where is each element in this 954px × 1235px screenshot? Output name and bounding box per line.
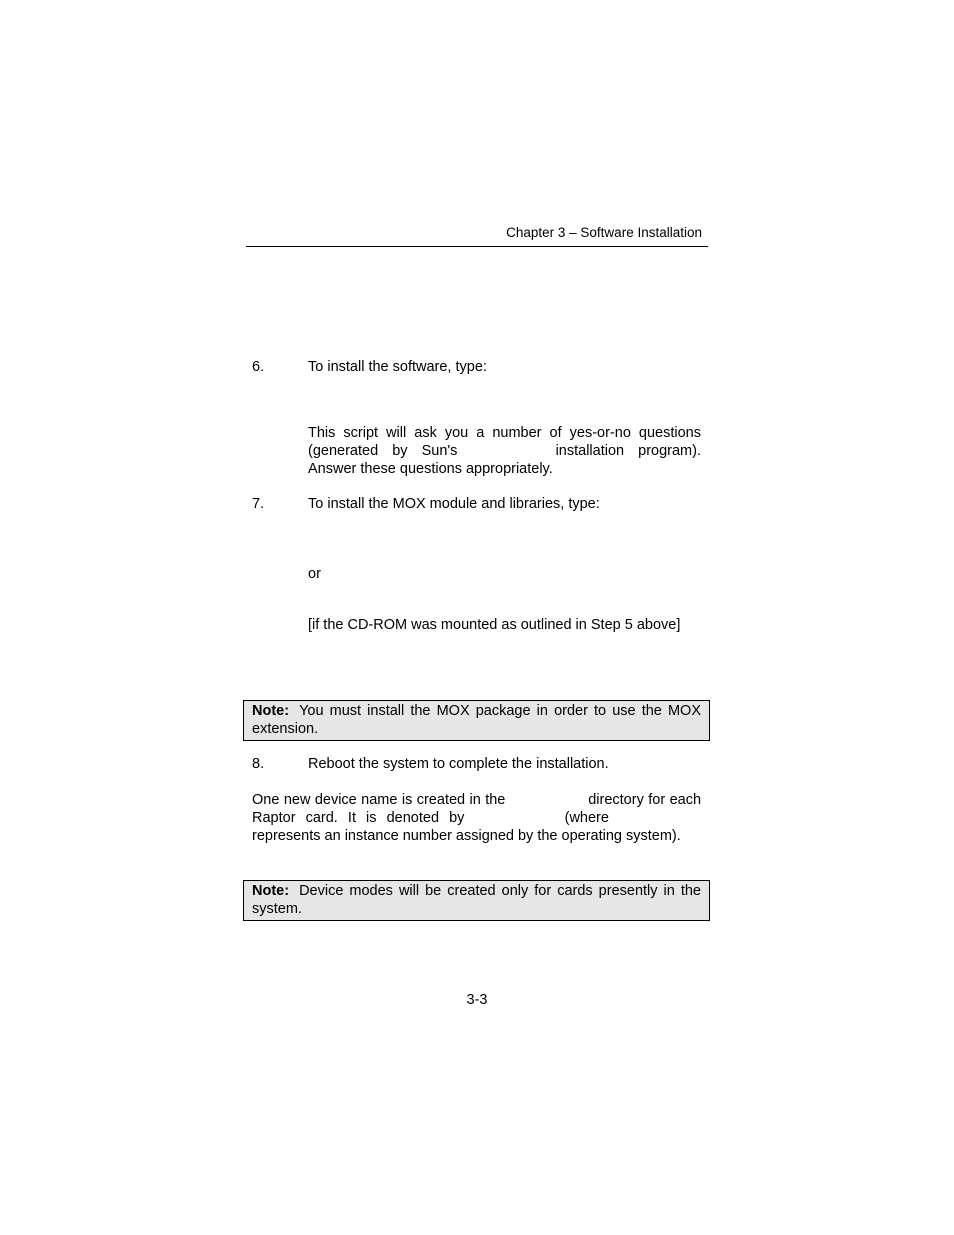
step-6-detail-part2: installation program). Answer these questions appropriately. [308, 443, 701, 477]
step-7-mount-note: [if the CD-ROM was mounted as outlined in Step 5 above] [308, 617, 681, 633]
note-box-mox [243, 700, 710, 741]
device-paragraph-part2: directory for each Raptor card. It is denoted by [252, 792, 702, 826]
step-7-number: 7. [252, 496, 265, 512]
step-7-or: or [308, 566, 321, 582]
step-8-instruction: Reboot the system to complete the installation. [308, 756, 609, 772]
note-label: Note: [252, 703, 290, 719]
step-8-number: 8. [252, 756, 265, 772]
device-paragraph-part3: (where [564, 810, 609, 826]
note-text: You must install the MOX package in order to use the MOX extension. [252, 703, 701, 737]
step-7-instruction: To install the MOX module and libraries, type: [308, 496, 600, 512]
step-6-detail [308, 424, 701, 478]
note-box-device-modes [243, 880, 710, 921]
running-header: Chapter 3 – Software Installation [506, 225, 702, 240]
device-paragraph-part4: represents an instance number assigned by the operating system). [252, 828, 681, 844]
step-6-detail-part1: This script will ask you a number of yes-or-no questions (generated by Sun's [308, 425, 701, 459]
page-number: 3-3 [466, 992, 488, 1008]
header-divider [246, 246, 708, 247]
device-paragraph-part1: One new device name is created in the [252, 792, 506, 808]
step-6-number: 6. [252, 359, 265, 375]
step-6-instruction: To install the software, type: [308, 359, 487, 375]
device-name-paragraph [252, 791, 701, 845]
note-label: Note: [252, 883, 290, 899]
note-text: Device modes will be created only for cards presently in the system. [252, 883, 701, 917]
